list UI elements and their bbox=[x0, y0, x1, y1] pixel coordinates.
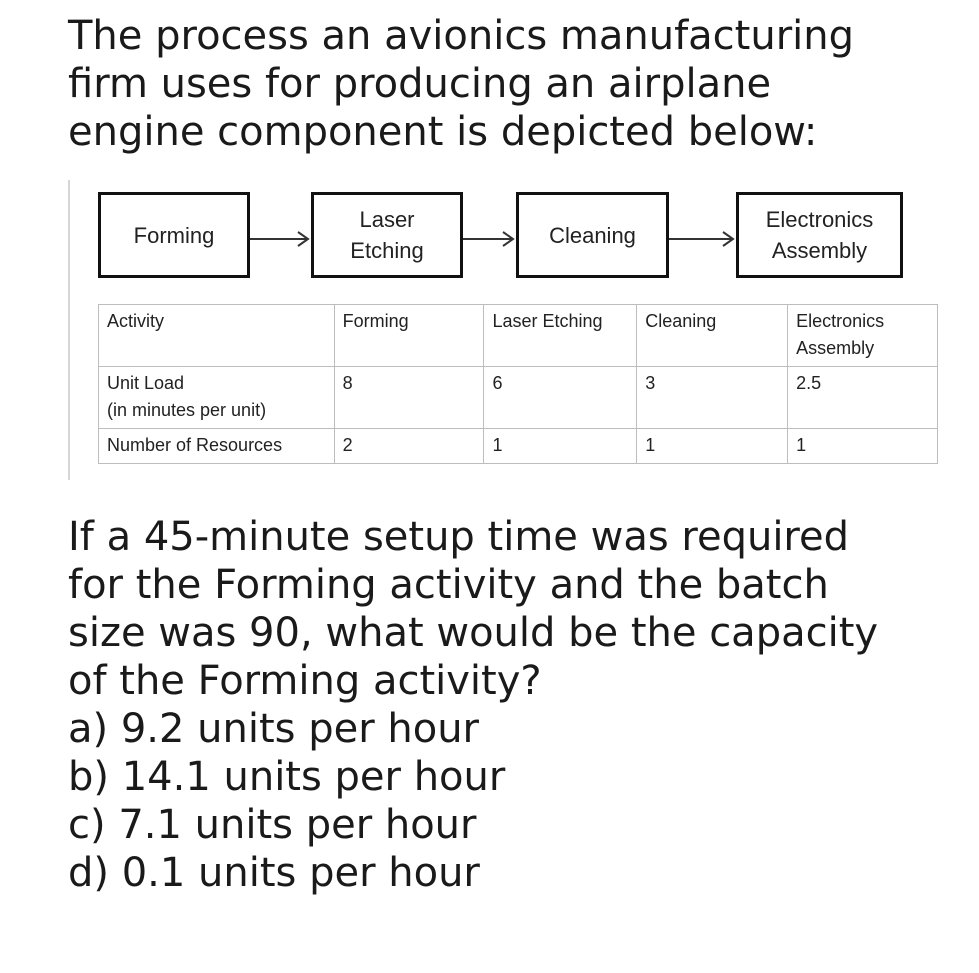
answer-option-a[interactable]: a) 9.2 units per hour bbox=[68, 706, 479, 752]
answer-option-d[interactable]: d) 0.1 units per hour bbox=[68, 850, 480, 896]
flow-arrows bbox=[70, 180, 950, 300]
step-label: Cleaning bbox=[549, 222, 636, 248]
question-line: If a 45-minute setup time was required bbox=[68, 514, 849, 560]
table-header-cell: Electronics Assembly bbox=[788, 305, 938, 367]
table-header-cell: Forming bbox=[334, 305, 484, 367]
table-header-cell: Laser Etching bbox=[484, 305, 637, 367]
table-cell: 2 bbox=[334, 429, 484, 464]
arrow-laser-to-cleaning bbox=[463, 232, 513, 246]
activity-table bbox=[98, 304, 938, 464]
table-row-header bbox=[99, 305, 938, 367]
process-figure bbox=[68, 180, 950, 480]
answer-options bbox=[68, 705, 968, 897]
table-cell: 1 bbox=[637, 429, 788, 464]
arrow-cleaning-to-electronics bbox=[669, 232, 733, 246]
step-label: Forming bbox=[133, 222, 215, 248]
table-row-unit-load bbox=[99, 367, 938, 429]
step-label: Etching bbox=[350, 238, 424, 263]
answer-option-b[interactable]: b) 14.1 units per hour bbox=[68, 754, 506, 800]
question-line: for the Forming activity and the batch bbox=[68, 562, 829, 608]
intro-line: engine component is depicted below: bbox=[68, 109, 818, 155]
table-row-label: Number of Resources bbox=[99, 429, 335, 464]
table-header-label: Activity bbox=[99, 305, 335, 367]
intro-text bbox=[68, 12, 948, 156]
step-label: Laser bbox=[359, 207, 415, 232]
table-row-label: Unit Load (in minutes per unit) bbox=[99, 367, 335, 429]
table-cell: 1 bbox=[788, 429, 938, 464]
intro-line: firm uses for producing an airplane bbox=[68, 61, 772, 107]
question-line: of the Forming activity? bbox=[68, 658, 542, 704]
table-header-cell: Cleaning bbox=[637, 305, 788, 367]
table-cell: 6 bbox=[484, 367, 637, 429]
arrow-forming-to-laser bbox=[250, 232, 308, 246]
table-cell: 3 bbox=[637, 367, 788, 429]
table-row-resources bbox=[99, 429, 938, 464]
step-label: Electronics bbox=[765, 207, 874, 232]
table-cell: 2.5 bbox=[788, 367, 938, 429]
question-text bbox=[68, 513, 968, 897]
answer-option-c[interactable]: c) 7.1 units per hour bbox=[68, 802, 477, 848]
intro-line: The process an avionics manufacturing bbox=[68, 13, 854, 59]
step-label: Assembly bbox=[771, 238, 868, 263]
question-line: size was 90, what would be the capacity bbox=[68, 610, 879, 656]
table-cell: 1 bbox=[484, 429, 637, 464]
table-cell: 8 bbox=[334, 367, 484, 429]
